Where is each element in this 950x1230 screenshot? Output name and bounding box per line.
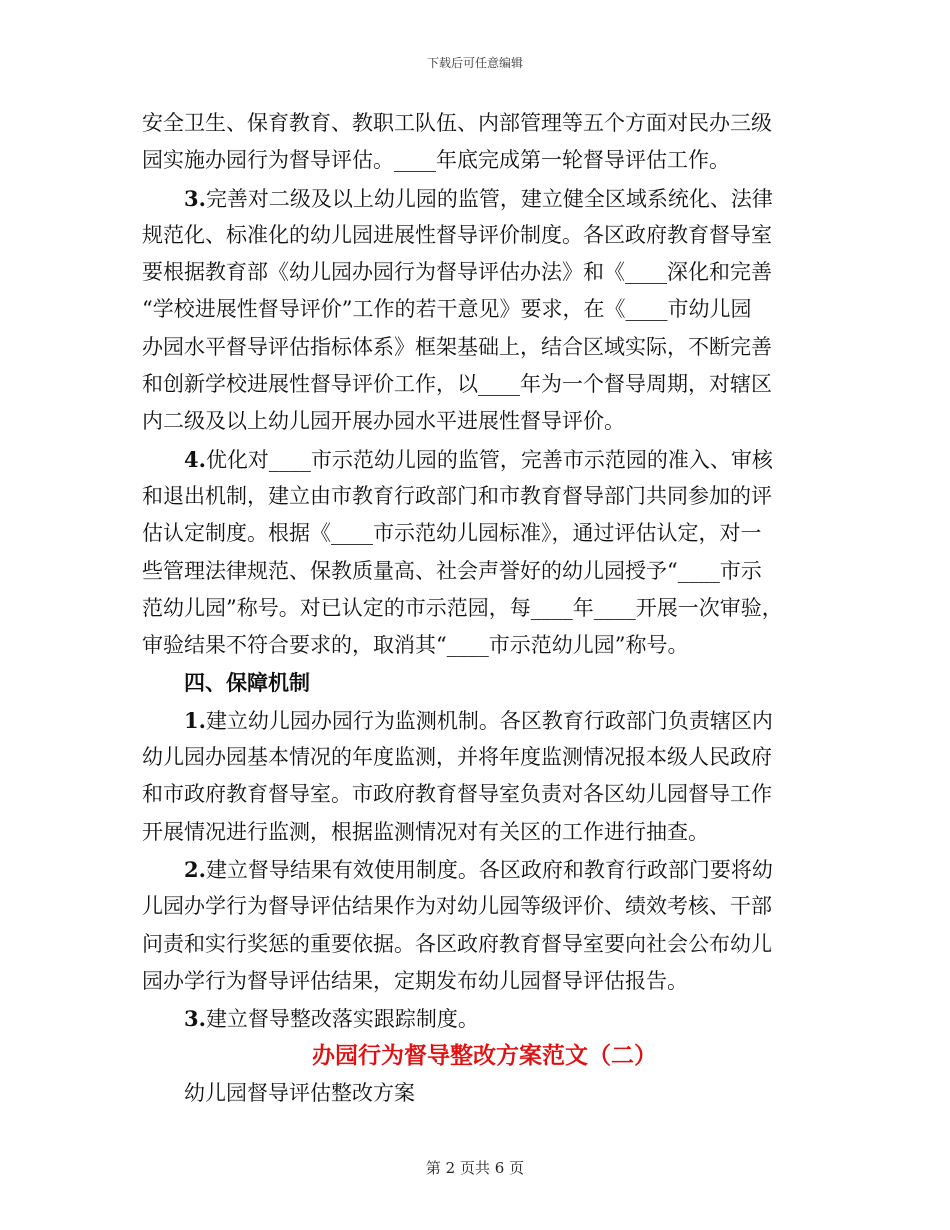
text-line: 范幼儿园”称号。对已认定的市示范园，每____年____开展一次审验， [142, 595, 783, 620]
text-line: 审验结果不符合要求的，取消其“____市示范幼儿园”称号。 [142, 633, 689, 658]
text-line: 些管理法律规范、保教质量高、社会声誉好的幼儿园授予“____市示 [142, 558, 762, 583]
text-line: 儿园办学行为督导评估结果作为对幼儿园等级评价、绩效考核、干部 [142, 894, 772, 919]
text-line: 和退出机制，建立由市教育行政部门和市教育督导部门共同参加的评 [142, 483, 772, 508]
text-line: “学校进展性督导评价”工作的若干意见》要求，在《____市幼儿园 [142, 297, 752, 322]
document-title: 办园行为督导整改方案范文（二） [312, 1042, 657, 1070]
section-heading: 四、保障机制 [184, 670, 310, 696]
item-number: 1. [184, 707, 206, 733]
text-line: 规范化、标准化的幼儿园进展性督导评价制度。各区政府教育督导室 [142, 222, 772, 247]
item-number: 2. [184, 856, 206, 882]
document-body [142, 105, 797, 1112]
text-line [142, 180, 797, 217]
text-line: 和创新学校进展性督导评价工作，以____年为一个督导周期，对辖区 [142, 372, 772, 397]
text-line: 开展情况进行监测，根据监测情况对有关区的工作进行抽查。 [142, 819, 709, 844]
text-line [142, 851, 797, 888]
text-span: 建立督导整改落实跟踪制度。 [205, 1007, 479, 1032]
item-number: 4. [184, 446, 206, 472]
text-line: 幼儿园办园基本情况的年度监测，并将年度监测情况报本级人民政府 [142, 745, 772, 770]
text-line: 内二级及以上幼儿园开展办园水平进展性督导评价。 [142, 409, 625, 434]
text-line: 要根据教育部《幼儿园办园行为督导评估办法》和《____深化和完善 [142, 260, 772, 285]
page-header: 下载后可任意编辑 [426, 56, 523, 70]
item-number: 3. [184, 1006, 206, 1032]
text-line [142, 1000, 797, 1037]
text-line [142, 441, 797, 478]
text-line: 和市政府教育督导室。市政府教育督导室负责对各区幼儿园督导工作 [142, 782, 772, 807]
text-line [142, 702, 797, 739]
text-line: 办园水平督导评估指标体系》框架基础上，结合区域实际，不断完善 [142, 334, 772, 359]
text-span: 建立幼儿园办园行为监测机制。各区教育行政部门负责辖区内 [205, 708, 773, 733]
text-line: 估认定制度。根据《____市示范幼儿园标准》，通过评估认定，对一 [142, 521, 762, 546]
text-span: 优化对____市示范幼儿园的监管，完善市示范园的准入、审核 [205, 447, 773, 472]
text-line: 安全卫生、保育教育、教职工队伍、内部管理等五个方面对民办三级 [142, 111, 772, 135]
text-line: 园办学行为督导评估结果，定期发布幼儿园督导评估报告。 [142, 968, 688, 993]
page-footer: 第 2 页共 6 页 [425, 1159, 525, 1177]
text-line: 问责和实行奖惩的重要依据。各区政府教育督导室要向社会公布幼儿 [142, 931, 772, 956]
text-span: 完善对二级及以上幼儿园的监管，建立健全区域系统化、法律 [205, 186, 773, 211]
text-line: 园实施办园行为督导评估。____年底完成第一轮督导评估工作。 [142, 148, 730, 173]
text-span: 建立督导结果有效使用制度。各区政府和教育行政部门要将幼 [205, 857, 773, 882]
document-subtitle: 幼儿园督导评估整改方案 [184, 1080, 415, 1105]
item-number: 3. [184, 185, 206, 211]
